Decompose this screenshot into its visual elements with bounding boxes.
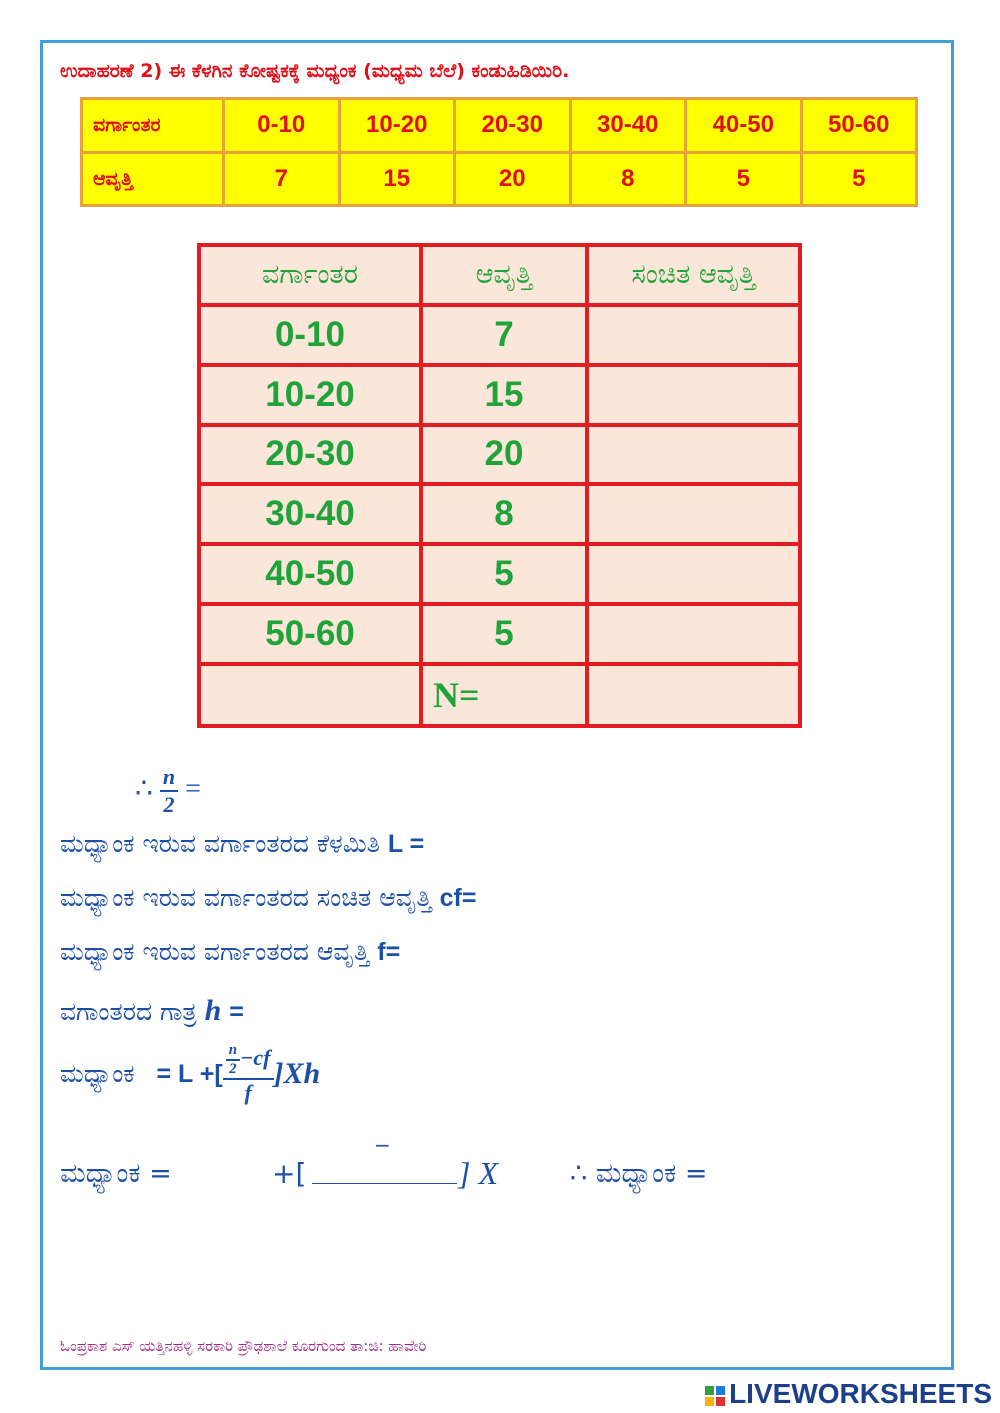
- frequency-cell: 7: [224, 152, 340, 206]
- brand-text: LIVEWORKSHEETS: [729, 1378, 992, 1409]
- minus-cf: −cf: [240, 1045, 271, 1071]
- header-cumulative: ಸಂಚಿತ ಆವೃತ್ತಿ: [587, 245, 800, 305]
- class-cell: 10-20: [199, 365, 421, 425]
- cf-answer-cell[interactable]: [587, 425, 800, 485]
- table-row: [199, 484, 800, 544]
- median-fraction-denominator: f: [244, 1080, 252, 1105]
- table-row: [199, 305, 800, 365]
- class-cell: 20-30: [455, 99, 571, 153]
- lower-limit-line: [60, 829, 424, 859]
- frequency-line: [60, 937, 400, 967]
- plus-bracket: +[: [272, 1157, 307, 1190]
- frequency-cell: 8: [570, 152, 686, 206]
- table-row: [199, 425, 800, 485]
- cf-text: ಮಧ್ಯಾಂಕ ಇರುವ ವರ್ಗಾಂತರದ ಸಂಚಿತ ಆವೃತ್ತಿ: [60, 883, 432, 912]
- frequency-cell: 15: [339, 152, 455, 206]
- lower-limit-symbol: L =: [387, 830, 425, 858]
- n-by-2-line: [135, 764, 201, 818]
- median-label: ಮಧ್ಯಾಂಕ: [60, 1059, 135, 1088]
- given-data-table: [80, 97, 918, 207]
- author-footer: ಓಂಪ್ರಕಾಶ ಎಸ್ ಯತ್ತಿನಹಳ್ಳಿ ಸರಕಾರಿ ಪ್ರೌಢಶಾಲೆ ಕೂರಗುಂದ ತಾ:ಜಿ: ಹಾವೇರಿ: [60, 1337, 427, 1355]
- frequency-cell: 20: [455, 152, 571, 206]
- total-row: [199, 664, 800, 727]
- fraction-blank-line[interactable]: [312, 1183, 457, 1184]
- class-cell: 30-40: [199, 484, 421, 544]
- fraction-denominator: 2: [163, 792, 175, 817]
- frequency-cell: 8: [421, 484, 587, 544]
- lower-limit-text: ಮಧ್ಯಾಂಕ ಇರುವ ವರ್ಗಾಂತರದ ಕೆಳಮಿತಿ: [60, 829, 380, 858]
- table-row: [199, 604, 800, 664]
- cf-answer-cell[interactable]: [587, 305, 800, 365]
- f-symbol: f=: [377, 938, 401, 966]
- median-calc-blank: [272, 1157, 306, 1190]
- close-bracket-x: ] X: [458, 1155, 498, 1191]
- empty-cell: [199, 664, 421, 727]
- h-symbol: h: [204, 994, 222, 1027]
- empty-answer-cell[interactable]: [587, 664, 800, 727]
- small-n: n: [226, 1042, 240, 1061]
- frequency-cell: 20: [421, 425, 587, 485]
- equals-sign: =: [185, 773, 201, 805]
- cf-answer-cell[interactable]: [587, 604, 800, 664]
- median-calc-line: [60, 1158, 172, 1190]
- class-size-line: [60, 994, 244, 1028]
- fraction-numerator: n: [160, 764, 178, 792]
- class-cell: 40-50: [199, 544, 421, 604]
- median-formula-line: [60, 1042, 320, 1106]
- frequency-cell: 5: [801, 152, 917, 206]
- frequency-cell: 5: [686, 152, 802, 206]
- median-fraction-numerator: [223, 1042, 274, 1080]
- class-cell: 0-10: [224, 99, 340, 153]
- header-frequency: ಆವೃತ್ತಿ: [421, 245, 587, 305]
- cumulative-frequency-table: [197, 243, 802, 728]
- h-equals: =: [229, 998, 244, 1026]
- class-cell: 40-50: [686, 99, 802, 153]
- row-label: ಆವೃತ್ತಿ: [82, 152, 224, 206]
- liveworksheets-logo-icon: [705, 1386, 725, 1406]
- cf-answer-cell[interactable]: [587, 484, 800, 544]
- f-text: ಮಧ್ಯಾಂಕ ಇರುವ ವರ್ಗಾಂತರದ ಆವೃತ್ತಿ: [60, 937, 370, 966]
- class-cell: 10-20: [339, 99, 455, 153]
- median-formula-start: = L +[: [156, 1059, 223, 1088]
- table-row: [199, 544, 800, 604]
- class-interval-row: [82, 99, 917, 153]
- row-label: ವರ್ಗಾಂತರ: [82, 99, 224, 153]
- table-header-row: [199, 245, 800, 305]
- h-text: ವಗಾಂತರದ ಗಾತ್ರ: [60, 997, 197, 1026]
- frequency-cell: 7: [421, 305, 587, 365]
- cf-answer-cell[interactable]: [587, 365, 800, 425]
- blank-minus: −: [374, 1133, 391, 1157]
- median-fraction: [223, 1042, 274, 1106]
- frequency-row: [82, 152, 917, 206]
- cf-symbol: cf=: [439, 884, 477, 912]
- n-over-2-fraction: [160, 764, 178, 818]
- small-2: 2: [229, 1061, 237, 1077]
- therefore-symbol: ∴: [135, 773, 153, 805]
- cumulative-frequency-line: [60, 883, 477, 913]
- frequency-cell: 5: [421, 544, 587, 604]
- class-cell: 0-10: [199, 305, 421, 365]
- final-median-label: ∴ ಮಧ್ಯಾಂಕ =: [570, 1158, 708, 1189]
- median-formula-end: ]Xh: [273, 1057, 321, 1090]
- problem-heading: ಉದಾಹರಣೆ 2) ಈ ಕೆಳಗಿನ ಕೋಷ್ಟಕಕ್ಕೆ ಮಧ್ಯಂಕ (ಮಧ್ಯಮ ಬೆಲೆ) ಕಂಡುಹಿಡಿಯಿರಿ.: [60, 60, 570, 82]
- small-n-over-2: [226, 1042, 240, 1078]
- header-class: ವರ್ಗಾಂತರ: [199, 245, 421, 305]
- liveworksheets-brand: [705, 1378, 992, 1410]
- class-cell: 30-40: [570, 99, 686, 153]
- class-cell: 20-30: [199, 425, 421, 485]
- class-cell: 50-60: [801, 99, 917, 153]
- class-cell: 50-60: [199, 604, 421, 664]
- frequency-cell: 5: [421, 604, 587, 664]
- total-n-label: N=: [421, 664, 587, 727]
- frequency-cell: 15: [421, 365, 587, 425]
- table-row: [199, 365, 800, 425]
- median-calc-label: ಮಧ್ಯಾಂಕ =: [60, 1158, 172, 1189]
- cf-answer-cell[interactable]: [587, 544, 800, 604]
